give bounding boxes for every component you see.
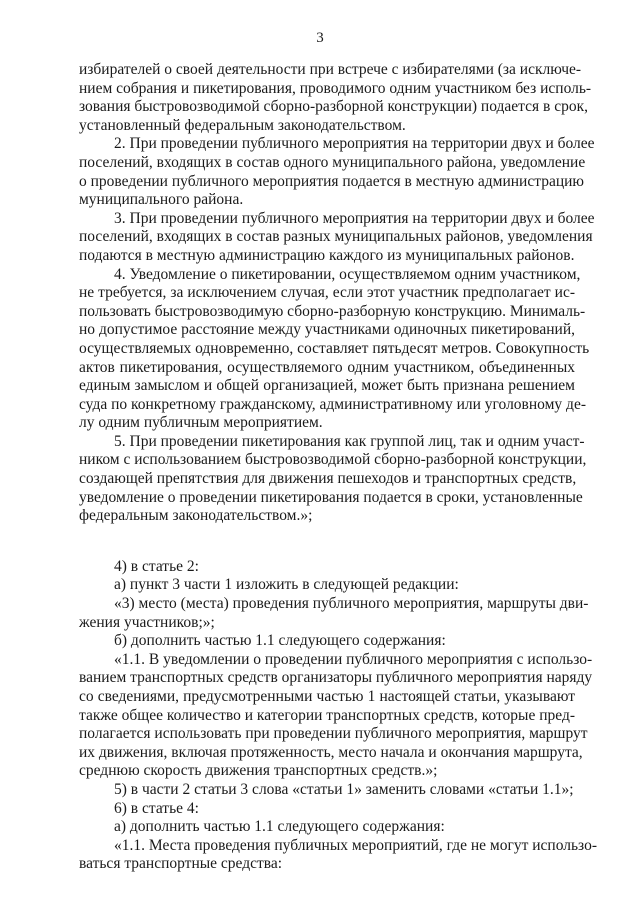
text-line: поселений, входящих в состав одного муниципального района, уведомление — [79, 153, 586, 171]
text-line: 2. При проведении публичного мероприятия на территории двух и более — [114, 135, 595, 153]
paragraph — [79, 432, 587, 526]
text-line: «1.1. В уведомлении о проведении публичного мероприятия с использо- — [114, 650, 593, 668]
text-line: «1.1. Места проведения публичных мероприятий, где не могут использо- — [114, 836, 597, 854]
text-line: о проведении публичного мероприятия подается в местную администрацию — [79, 172, 584, 190]
paragraph — [79, 836, 597, 874]
text-line: 5. При проведении пикетирования как группой лиц, так и одним участ- — [114, 432, 585, 450]
paragraph — [79, 800, 575, 819]
text-line: б) дополнить частью 1.1 следующего содержания: — [114, 632, 446, 650]
paragraph — [79, 61, 592, 135]
paragraph — [79, 558, 575, 577]
text-line: а) дополнить частью 1.1 следующего содержания: — [114, 818, 445, 836]
paragraph — [79, 650, 593, 781]
text-line: 3. При проведении публичного мероприятия на территории двух и более — [114, 209, 595, 227]
paragraph — [79, 818, 575, 837]
text-line: жения участников;»; — [79, 613, 215, 631]
text-line: 4) в статье 2: — [114, 557, 199, 575]
text-line: муниципального района. — [79, 191, 244, 209]
paragraph — [79, 781, 575, 800]
paragraph — [79, 595, 589, 632]
text-line: но допустимое расстояние между участниками одиночных пикетирований, — [79, 321, 575, 339]
text-line: ваться транспортные средства: — [79, 855, 283, 873]
text-line: также общее количество и категории транспортных средств, которые пред- — [79, 706, 575, 724]
text-line: 4. Уведомление о пикетировании, осуществляемом одним участником, — [114, 265, 581, 283]
paragraph — [79, 576, 575, 595]
page-number: 3 — [316, 30, 324, 46]
text-line: федеральным законодательством.»; — [79, 507, 313, 525]
text-line: а) пункт 3 части 1 изложить в следующей редакции: — [114, 576, 459, 594]
paragraph — [79, 135, 595, 209]
text-line: нием собрания и пикетирования, проводимого одним участником без исполь- — [79, 79, 592, 97]
text-line: единым замыслом и общей организацией, может быть признана решением — [79, 377, 575, 395]
text-line: поселений, входящих в состав разных муниципальных районов, уведомления — [79, 228, 593, 246]
text-line: «3) место (места) проведения публичного мероприятия, маршруты дви- — [114, 595, 589, 613]
paragraph — [79, 209, 595, 266]
text-line: среднюю скорость движения транспортных средств.»; — [79, 762, 438, 780]
text-line: лу одним публичным мероприятием. — [79, 414, 323, 432]
text-line: зования быстровозводимой сборно-разборной конструкции) подается в срок, — [79, 98, 588, 116]
text-line: ванием транспортных средств организаторы публичного мероприятия наряду — [79, 669, 593, 687]
text-line: 6) в статье 4: — [114, 799, 199, 817]
text-line: уведомление о проведении пикетирования подается в сроки, установленные — [79, 488, 583, 506]
paragraph — [79, 632, 575, 651]
text-line: не требуется, за исключением случая, если этот участник предполагает ис- — [79, 284, 575, 302]
text-line: со сведениями, предусмотренными частью 1 настоящей статьи, указывают — [79, 688, 575, 705]
text-line: осуществляемых одновременно, составляет пятьдесят метров. Совокупность — [79, 339, 590, 357]
text-line: полагается использовать при проведении публичного мероприятия, маршрут — [79, 725, 588, 743]
text-line: актов пикетирования, осуществляемого одним участником, объединенных — [79, 358, 575, 376]
text-line: установленный федеральным законодательством. — [79, 116, 406, 134]
text-line: суда по конкретному гражданскому, административному или уголовному де- — [79, 395, 586, 413]
text-line: 5) в части 2 статьи 3 слова «статьи 1» заменить словами «статьи 1.1»; — [114, 780, 574, 798]
text-line: ником с использованием быстровозводимой сборно-разборной конструкции, — [79, 451, 587, 469]
paragraph — [79, 265, 590, 433]
text-line: создающей препятствия для движения пешеходов и транспортных средств, — [79, 470, 577, 488]
text-line: их движения, включая протяженность, место начала и окончания маршрута, — [79, 743, 583, 761]
text-line: подаются в местную администрацию каждого из муниципальных районов. — [79, 246, 575, 264]
text-line: пользовать быстровозводимую сборно-разборную конструкцию. Минималь- — [79, 302, 586, 320]
document-body — [79, 61, 597, 874]
text-line: избирателей о своей деятельности при встрече с избирателями (за исключе- — [79, 61, 582, 78]
paragraph-gap — [79, 526, 575, 558]
